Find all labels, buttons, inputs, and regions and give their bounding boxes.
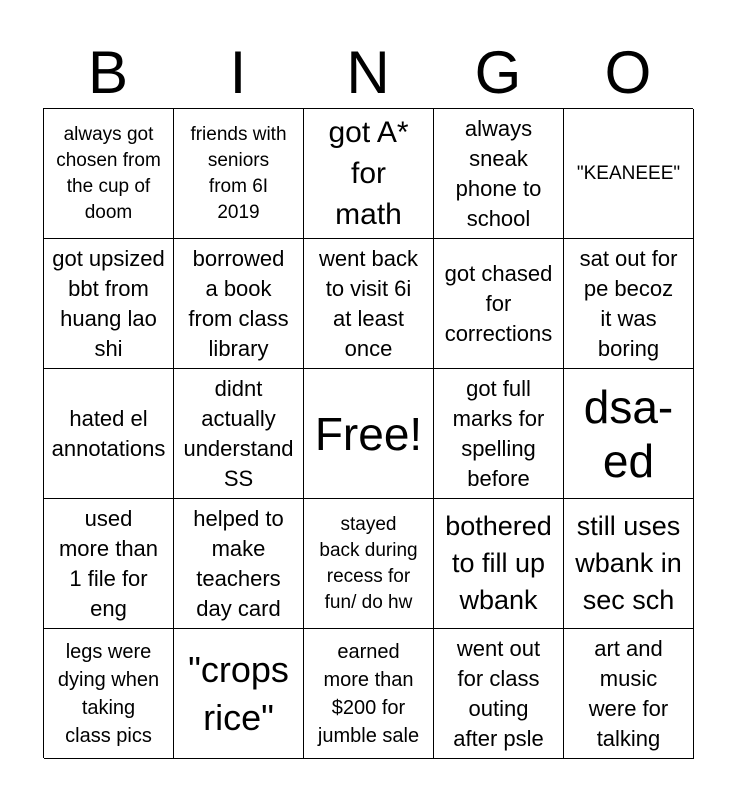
bingo-grid [43,108,693,758]
cell-text: borrowed a book from class library [188,245,289,361]
cell-text: went out for class outing after psle [453,635,544,751]
bingo-cell[interactable] [44,369,174,499]
cell-text: "KEANEEE" [576,162,681,184]
cell-text: got upsized bbt from huang lao shi [52,245,165,361]
cell-text: always got chosen from the cup of doom [56,123,161,223]
cell-text: used more than 1 file for eng [58,505,159,621]
cell-text: got A* for math [328,116,409,231]
free-space-cell[interactable] [304,369,434,499]
header-letter-g: G [474,39,522,106]
cell-text: hated el annotations [51,405,166,461]
bingo-cell[interactable] [44,109,174,239]
bingo-cell[interactable] [174,109,304,239]
bingo-cell[interactable] [44,239,174,369]
bingo-cell[interactable] [564,239,694,369]
header-letter-o: O [604,39,652,106]
bingo-cell[interactable] [564,109,694,239]
bingo-cell[interactable] [434,239,564,369]
bingo-cell[interactable] [564,499,694,629]
cell-text: went back to visit 6i at least once [318,245,419,361]
cell-text: bothered to fill up wbank [445,511,552,615]
bingo-cell[interactable] [304,109,434,239]
free-space-label: Free! [314,407,423,460]
cell-text: still uses wbank in sec sch [575,511,682,615]
cell-text: helped to make teachers day card [193,505,284,621]
bingo-cell[interactable] [434,629,564,759]
bingo-cell[interactable] [174,369,304,499]
header-letter-b: B [87,39,129,106]
cell-text: got chased for corrections [444,260,553,346]
bingo-cell[interactable] [174,499,304,629]
cell-text: sat out for pe becoz it was boring [579,245,678,361]
cell-text: dsa- ed [583,380,674,487]
bingo-cell[interactable] [44,629,174,759]
bingo-cell[interactable] [564,629,694,759]
cell-text: always sneak phone to school [455,115,542,231]
bingo-cell[interactable] [564,369,694,499]
header-letter-n: N [346,39,390,106]
bingo-cell[interactable] [434,369,564,499]
cell-text: "crops rice" [188,648,289,738]
bingo-cell[interactable] [304,239,434,369]
cell-text: art and music were for talking [588,635,669,751]
bingo-cell[interactable] [44,499,174,629]
cell-text: earned more than $200 for jumble sale [317,640,420,747]
cell-text: stayed back during recess for fun/ do hw [319,513,418,613]
bingo-header [43,38,693,108]
cell-text: got full marks for spelling before [452,375,545,491]
bingo-cell[interactable] [304,499,434,629]
cell-text: friends with seniors from 6I 2019 [190,123,287,223]
cell-text: didnt actually understand SS [183,375,294,491]
bingo-cell[interactable] [434,109,564,239]
bingo-cell[interactable] [174,239,304,369]
header-letter-i: I [229,39,247,106]
cell-text: legs were dying when taking class pics [57,640,160,747]
bingo-cell[interactable] [174,629,304,759]
bingo-cell[interactable] [434,499,564,629]
bingo-cell[interactable] [304,629,434,759]
